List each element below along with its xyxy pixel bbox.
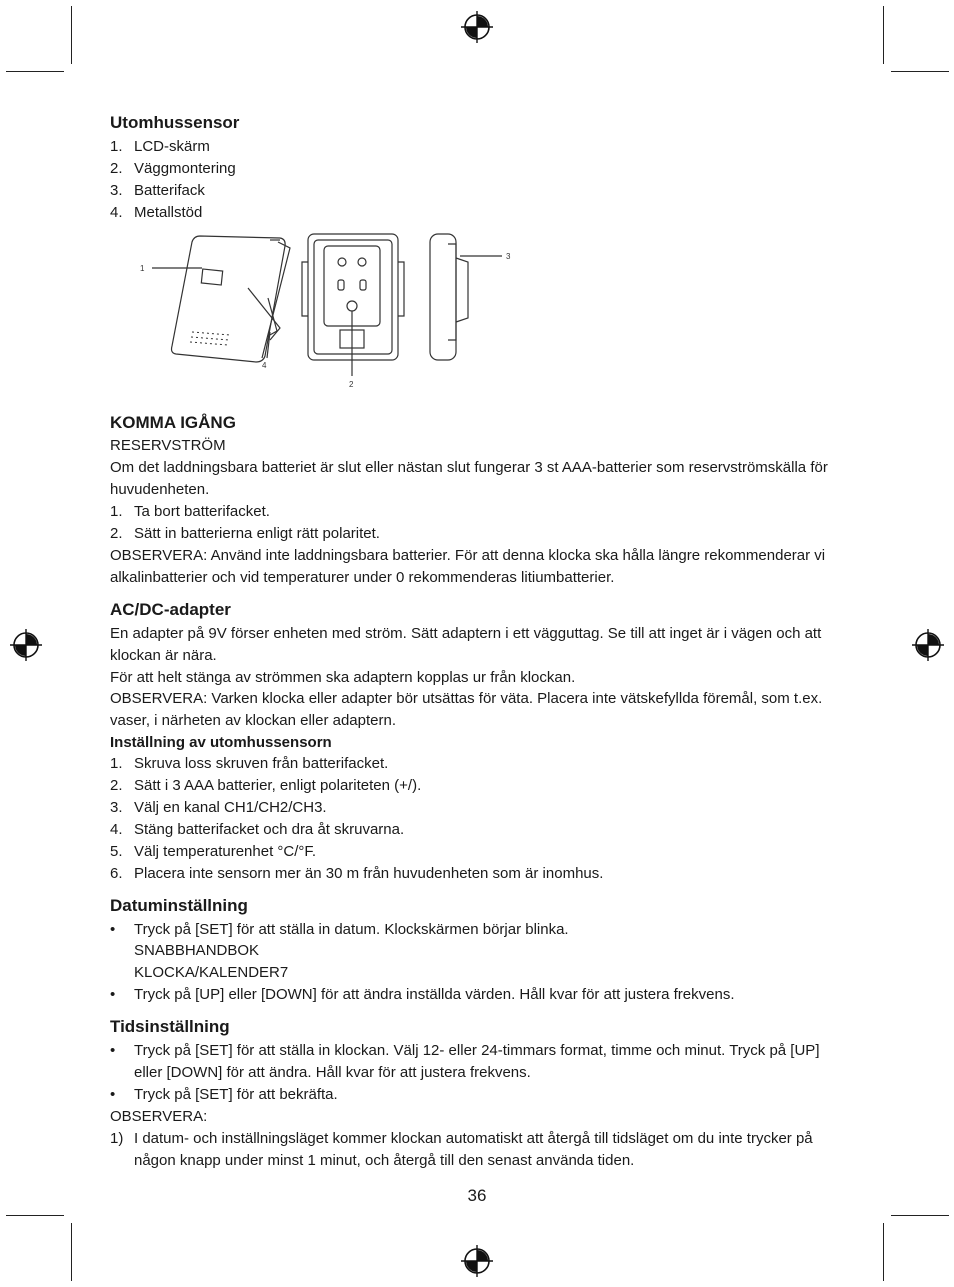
crop-mark [891,1215,949,1216]
paragraph: Om det laddningsbara batteriet är slut eller nästan slut fungerar 3 st AAA-batterier som reservströmskälla för huvudenheten. [110,459,828,499]
note-paragraph: OBSERVERA: Använd inte laddningsbara batterier. För att denna klocka ska hålla längre rekommenderar vi alkalinbatterier och vid temperaturer under 0 rekommenderas litiumbatterier. [110,546,826,586]
list-number: 5. [110,842,123,860]
bullet-text: Tryck på [UP] eller [DOWN] för att ändra inställda värden. Håll kvar för att justera frekvens. [134,986,735,1004]
list-item [110,797,850,819]
note-paragraph: OBSERVERA: Varken klocka eller adapter bör utsättas för väta. Placera inte vätskefyllda föremål, som t.ex. vaser, i närheten av klockan eller adaptern. [110,690,823,730]
bullet-item [110,919,850,985]
bullet-text: Tryck på [SET] för att ställa in klockan. Välj 12- eller 24-timmars format, timme och minut. Tryck på [UP] eller [DOWN] för att ändra. Håll kvar för att justera frekvens. [134,1042,820,1081]
list-text: Stäng batterifacket och dra åt skruvarna. [134,820,405,838]
sensor-drawing [130,228,550,402]
figure-callout-label: 1 [140,263,145,273]
bullet-text: SNABBHANDBOK [134,942,260,960]
list-item [110,775,850,797]
list-number: 3. [110,181,123,199]
crop-mark [6,71,64,72]
list-number: 2. [110,525,123,543]
list-number: 1. [110,755,123,773]
list-text: Metallstöd [134,203,203,221]
bullet-item [110,1084,850,1106]
list-text: Sätt i 3 AAA batterier, enligt polariteten (+/). [134,777,422,795]
outdoor-sensor-parts-list [110,136,850,224]
page-number: 36 [467,1186,487,1205]
list-text: Skruva loss skruven från batterifacket. [134,755,389,773]
note-label: OBSERVERA: [110,1107,208,1125]
bullet-text: KLOCKA/KALENDER7 [134,964,289,982]
bullet-icon: • [110,1085,116,1103]
list-item [110,753,850,775]
bullet-icon: • [110,1042,116,1060]
section-title-time-setting: Tidsinställning [110,1017,230,1037]
list-text: Välj temperaturenhet °C/°F. [134,842,317,860]
crop-mark [883,6,884,64]
list-number: 1. [110,503,123,521]
list-number: 2. [110,777,123,795]
section-title-date-setting: Datuminställning [110,895,248,915]
crop-mark [891,71,949,72]
registration-mark-icon [912,629,944,661]
list-text: Sätt in batterierna enligt rätt polaritet. [134,525,380,543]
bullet-item [110,1040,850,1084]
bullet-icon: • [110,986,116,1004]
figure-callout-label: 4 [262,360,267,370]
list-item [110,158,850,180]
bullet-item [110,984,850,1006]
figure-callout-label: 3 [506,251,511,261]
list-number: 4. [110,203,123,221]
figure-callout-label: 2 [349,379,354,389]
list-item [110,841,850,863]
bullet-icon: • [110,920,116,938]
registration-mark-icon [461,11,493,43]
list-number: 1) [110,1129,124,1147]
section-title-getting-started: KOMMA IGÅNG [110,412,236,432]
paragraph: En adapter på 9V förser enheten med ström. Sätt adaptern i ett vägguttag. Se till att inget är i vägen och att klockan är nära. [110,624,822,664]
list-item [110,523,850,545]
bullet-text: Tryck på [SET] för att ställa in datum. Klockskärmen börjar blinka. [134,920,569,938]
section-title-outdoor-sensor: Utomhussensor [110,113,240,132]
list-text: Välj en kanal CH1/CH2/CH3. [134,799,327,817]
list-text: LCD-skärm [134,137,210,155]
registration-mark-icon [10,629,42,661]
list-text: Batterifack [134,181,205,199]
list-number: 3. [110,799,123,817]
subheading-backup-power: RESERVSTRÖM [110,437,226,455]
list-text: Väggmontering [134,159,236,177]
list-item [110,501,850,523]
list-number: 2. [110,159,123,177]
paragraph: För att helt stänga av strömmen ska adaptern kopplas ur från klockan. [110,668,576,686]
list-number: 6. [110,864,123,882]
crop-mark [6,1215,64,1216]
list-item [110,863,850,885]
subheading-outdoor-setup: Inställning av utomhussensorn [110,734,332,752]
crop-mark [71,1223,72,1281]
list-item [110,1128,850,1172]
section-title-adapter: AC/DC-adapter [110,599,231,619]
list-item [110,819,850,841]
list-number: 4. [110,820,123,838]
list-text: Placera inte sensorn mer än 30 m från huvudenheten som är inomhus. [134,864,604,882]
registration-mark-icon [461,1245,493,1277]
bullet-text: Tryck på [SET] för att bekräfta. [134,1085,338,1103]
list-text: Ta bort batterifacket. [134,503,270,521]
list-item [110,136,850,158]
outdoor-sensor-figure [110,228,850,402]
crop-mark [883,1223,884,1281]
list-text: I datum- och inställningsläget kommer klockan automatiskt att återgå till tidsläget om du inte trycker på någon knapp under minst 1 minut, och återgå till den senast använda tiden. [134,1129,813,1169]
list-number: 1. [110,137,123,155]
crop-mark [71,6,72,64]
list-item [110,202,850,224]
manual-page-content [110,112,850,1172]
list-item [110,180,850,202]
